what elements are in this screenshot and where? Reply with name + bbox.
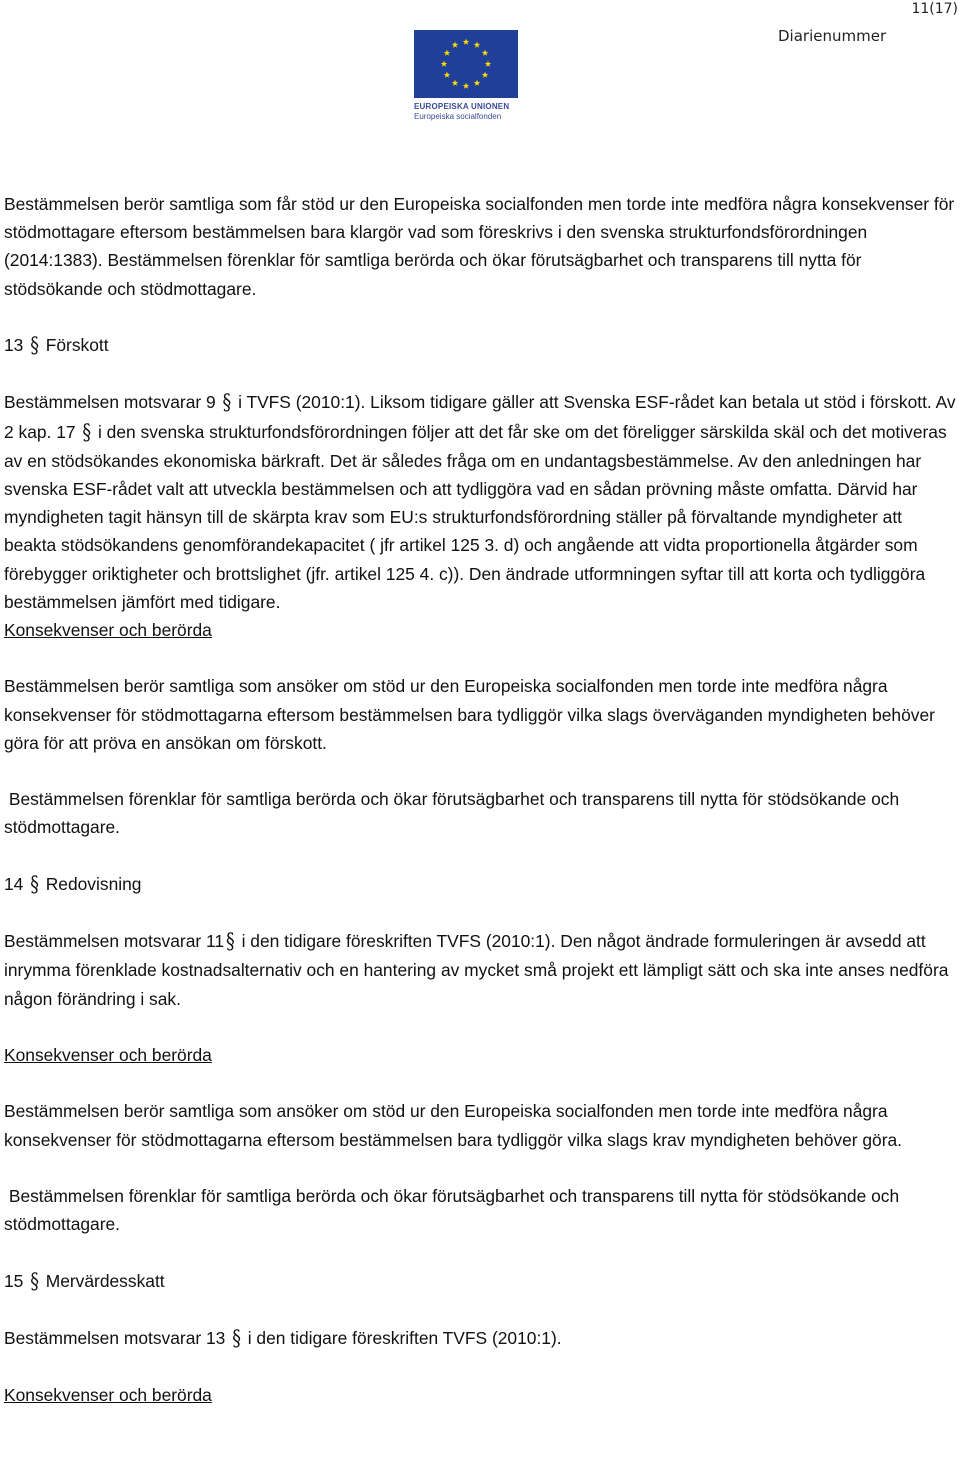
paragraph: Bestämmelsen motsvarar 13 § i den tidigare föreskriften TVFS (2010:1). [4, 1324, 956, 1353]
logo-line-1: EUROPEISKA UNIONEN [414, 102, 510, 111]
section-sign: § [30, 333, 39, 359]
paragraph: Bestämmelsen berör samtliga som ansöker om stöd ur den Europeiska socialfonden men torde inte medföra några konsekvenser för stödmottagarna eftersom bestämmelsen bara tydliggör vilka slags överväganden myndigheten behöver göra för att pröva en ansökan om förskott. [4, 676, 935, 753]
section-heading-13: 13 § Förskott [4, 331, 956, 360]
section-sign: § [30, 872, 39, 898]
section-heading-15: 15 § Mervärdesskatt [4, 1267, 956, 1296]
section-sign: § [30, 1269, 39, 1295]
paragraph: Bestämmelsen berör samtliga som ansöker om stöd ur den Europeiska socialfonden men torde inte medföra några konsekvenser för stödmottagarna eftersom bestämmelsen bara tydliggör vilka slags krav myndigheten behöver göra. [4, 1101, 903, 1150]
paragraph: Bestämmelsen berör samtliga som får stöd ur den Europeiska socialfonden men torde inte medföra några konsekvenser för stödmottagare eftersom bestämmelsen bara klargör vad som föreskrivs i den svenska strukturfondsförordningen (2014:1383). Bestämmelsen förenklar för samtliga berörda och ökar förutsägbarhet och transparens till nytta för stödsökande och stödmottagare. [4, 194, 955, 299]
paragraph: Bestämmelsen förenklar för samtliga berörda och ökar förutsägbarhet och transparens till nytta för stödsökande och stödmottagare. [4, 789, 900, 838]
section-sign: § [82, 420, 92, 446]
section-sign: § [222, 390, 232, 416]
page-number: 11(17) [911, 1, 958, 17]
consequences-heading: Konsekvenser och berörda [4, 1044, 212, 1065]
section-sign: § [232, 1326, 241, 1352]
eu-flag-icon [414, 30, 518, 98]
eu-socialfund-logo [414, 30, 518, 122]
consequences-heading: Konsekvenser och berörda [4, 620, 212, 641]
paragraph: Bestämmelsen motsvarar 11 § i den tidigare föreskriften TVFS (2010:1). Den något ändrade formuleringen är avsedd att inrymma förenklade kostnadsalternativ och en hantering av mycket små projekt ett lämpligt sätt och ska inte anses nedföra någon förändring i sak. [4, 927, 956, 1013]
document-body [4, 190, 956, 1438]
paragraph: Bestämmelsen förenklar för samtliga berörda och ökar förutsägbarhet och transparens till nytta för stödsökande och stödmottagare. [4, 1185, 900, 1235]
consequences-heading: Konsekvenser och berörda [4, 1385, 212, 1406]
section-sign: § [226, 929, 235, 955]
logo-line-2: Europeiska socialfonden [414, 112, 502, 121]
diarienummer-label: Diarienummer [778, 27, 887, 45]
section-heading-14: 14 § Redovisning [4, 870, 956, 899]
paragraph: Bestämmelsen motsvarar 9 § i TVFS (2010:1). Liksom tidigare gäller att Svenska ESF-rådet kan betala ut stöd i förskott. Av 2 kap. 17 § i den svenska strukturfondsförordningen följer att det får ske om det föreligger särskilda skäl och det motiveras av en stödsökandes ekonomiska bärkraft. Det är således fråga om en undantagsbestämmelse. Av den anledningen har svenska ESF-rådet valt att utveckla bestämmelsen och att tydliggöra vad en sådan prövning måste omfatta. Därvid har myndigheten tagit hänsyn till de skärpta krav som EU:s strukturfondsförordning ställer på förvaltande myndigheter att beakta stödsökandens genomförandekapacitet ( jfr artikel 125 3. d) och angående att vidta proportionella åtgärder som förebygger oriktigheter och brottslighet (jfr. artikel 125 4. c)). Den ändrade utformningen syftar till att korta och tydliggöra bestämmelsen jämfört med tidigare. [4, 388, 956, 616]
